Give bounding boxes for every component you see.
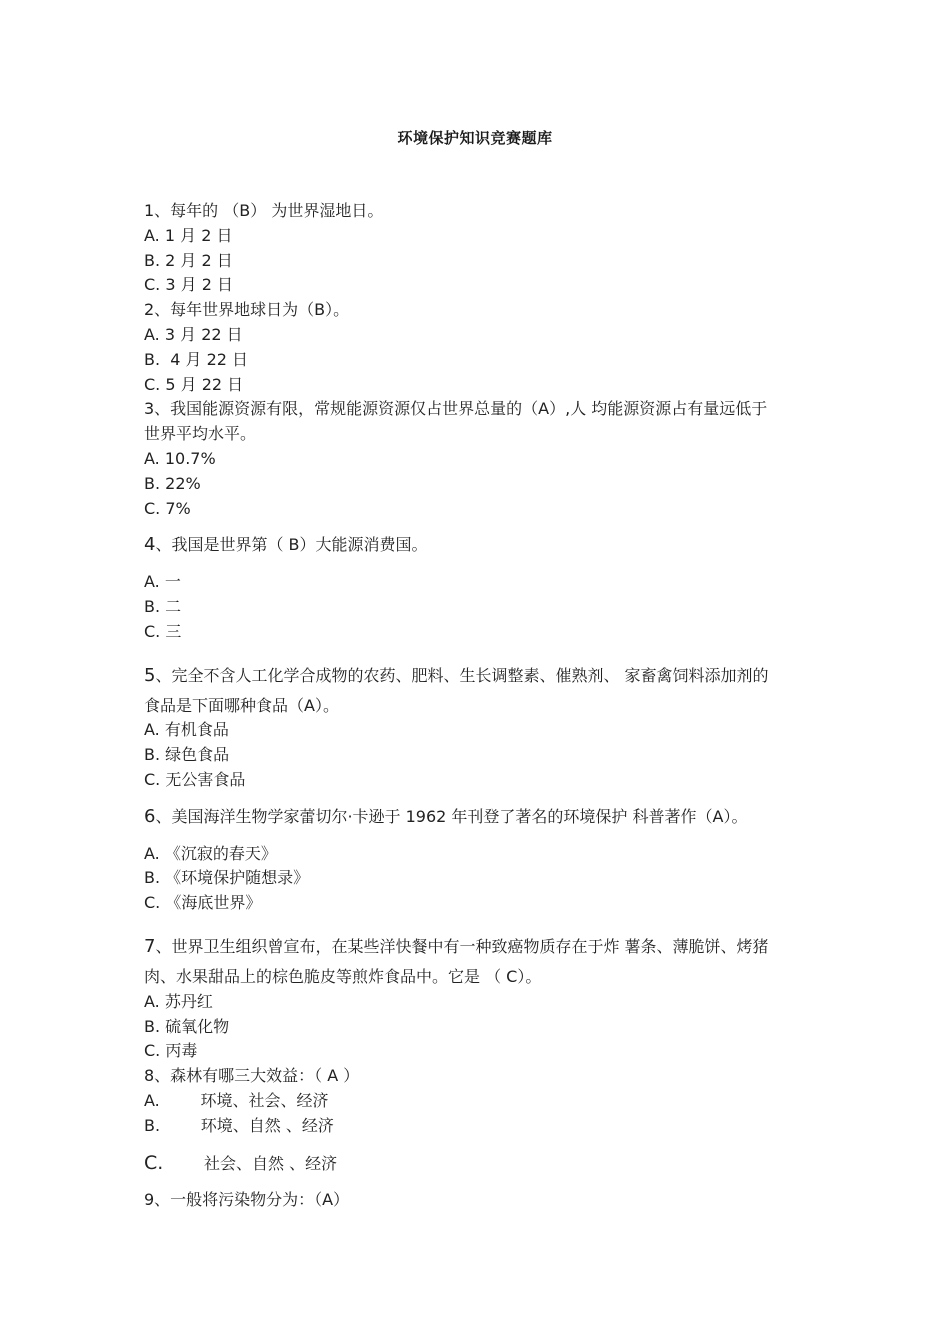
- question-7-number: 7: [144, 935, 156, 957]
- question-2-option-b: B. 4 月 22 日: [144, 349, 249, 369]
- question-7-stem-text: 、世界卫生组织曾宣布，在某些洋快餐中有一种致癌物质存在于炸 薯条、薄脆饼、烤猪: [155, 936, 769, 956]
- question-8-option-c-letter: C.: [144, 1151, 164, 1174]
- question-1-option-a: A. 1 月 2 日: [144, 225, 233, 245]
- question-7-option-a: A. 苏丹红: [144, 991, 213, 1011]
- question-8-option-b: B. 环境、自然 、经济: [144, 1115, 334, 1135]
- question-2-option-c: C. 5 月 22 日: [144, 374, 244, 394]
- question-2-option-a: A. 3 月 22 日: [144, 324, 243, 344]
- question-3-stem-line2: 世界平均水平。: [144, 424, 257, 444]
- question-5-stem-line2: 食品是下面哪种食品（A）。: [144, 695, 339, 715]
- question-list: [144, 199, 814, 1213]
- question-7-stem-line2: 肉、水果甜品上的棕色脆皮等煎炸食品中。它是 （ C）。: [144, 966, 542, 986]
- question-4-stem-text: 、我国是世界第（ B）大能源消费国。: [155, 535, 428, 555]
- question-5-option-b: B. 绿色食品: [144, 745, 230, 765]
- question-4-number: 4: [144, 534, 156, 556]
- question-7-option-b: B. 硫氧化物: [144, 1016, 230, 1036]
- question-3-option-a: A. 10.7%: [144, 448, 216, 468]
- question-8-stem: 8、森林有哪三大效益：（ A ）: [144, 1066, 360, 1086]
- question-4-option-c: C. 三: [144, 621, 182, 641]
- question-8-option-c-text: 社会、自然 、经济: [163, 1153, 338, 1173]
- question-2-stem: 2、每年世界地球日为（B）。: [144, 300, 350, 320]
- question-6-stem: [144, 805, 814, 830]
- question-7-stem-line1: [144, 928, 814, 965]
- question-5-stem-text: 、完全不含人工化学合成物的农药、肥料、生长调整素、催熟剂、 家畜禽饲料添加剂的: [155, 665, 769, 685]
- question-6-stem-text: 、美国海洋生物学家蕾切尔·卡逊于 1962 年刊登了著名的环境保护 科普著作（A）。: [155, 806, 748, 826]
- question-6-option-a: A. 《沉寂的春天》: [144, 843, 277, 863]
- document-title: 环境保护知识竞赛题库: [397, 129, 553, 147]
- question-6-number: 6: [144, 805, 156, 827]
- question-9-stem: 9、一般将污染物分为：（A）: [144, 1190, 350, 1210]
- question-1-option-c: C. 3 月 2 日: [144, 275, 233, 295]
- question-8-option-c: [144, 1151, 814, 1177]
- question-3-stem-line1: 3、我国能源资源有限，常规能源资源仅占世界总量的（A）,人 均能源资源占有量远低于: [144, 399, 768, 419]
- question-4-option-b: B. 二: [144, 596, 182, 616]
- question-1-option-b: B. 2 月 2 日: [144, 250, 233, 270]
- question-5-option-a: A. 有机食品: [144, 720, 229, 740]
- question-5-stem-line1: [144, 657, 814, 694]
- question-4-option-a: A. 一: [144, 572, 181, 592]
- question-6-option-c: C. 《海底世界》: [144, 893, 262, 913]
- question-6-option-b: B. 《环境保护随想录》: [144, 868, 310, 888]
- question-8-option-a: A. 环境、社会、经济: [144, 1090, 329, 1110]
- question-5-number: 5: [144, 664, 156, 686]
- question-7-option-c: C. 丙毒: [144, 1041, 198, 1061]
- question-3-option-c: C. 7%: [144, 498, 191, 518]
- question-1-stem: 1、每年的 （B） 为世界湿地日。: [144, 201, 384, 220]
- question-4-stem: [144, 533, 814, 558]
- question-3-option-b: B. 22%: [144, 473, 201, 493]
- question-5-option-c: C. 无公害食品: [144, 769, 246, 789]
